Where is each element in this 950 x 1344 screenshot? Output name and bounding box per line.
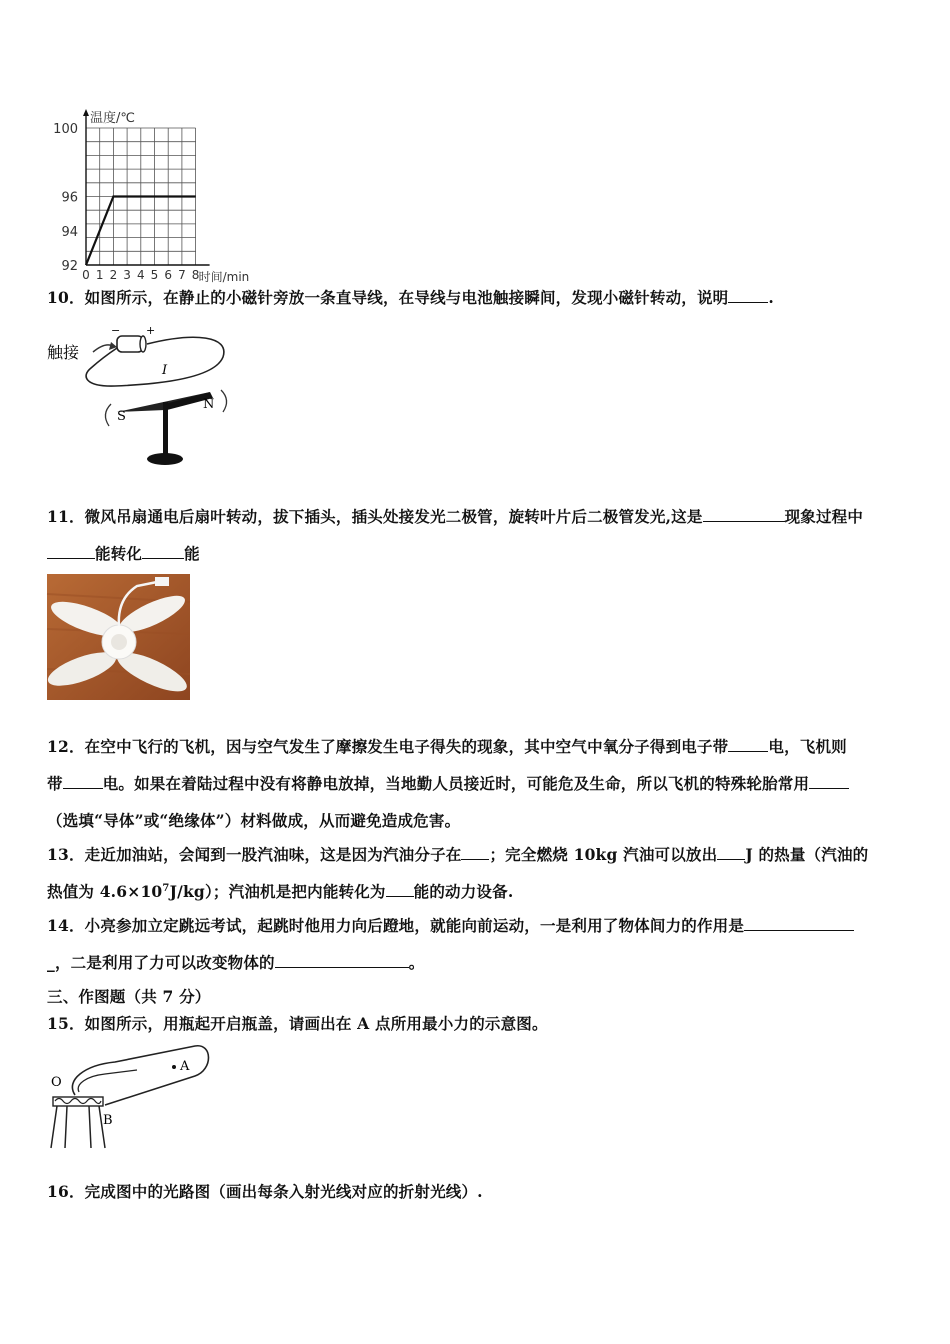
magnet-wire-svg	[45, 322, 245, 467]
point-b-label: B	[103, 1113, 113, 1128]
question-14-text: 14．小亮参加立定跳远考试，起跳时他用力向后蹬地，就能向前运动，一是利用了物体间力的作用是	[47, 916, 745, 935]
question-16-text: 16．完成图中的光路图（画出每条入射光线对应的折射光线）.	[47, 1182, 483, 1201]
x-tick-label: 8	[191, 268, 200, 282]
question-16	[47, 1180, 483, 1202]
question-11-blank-2[interactable]	[47, 544, 95, 559]
y-tick-label: 96	[61, 190, 78, 206]
y-tick-label: 94	[61, 224, 78, 240]
question-13-line-2	[47, 880, 513, 902]
question-13-line1-end: J 的热量（汽油的	[745, 845, 869, 864]
question-14-line2-mid: ，二是利用了力可以改变物体的	[54, 953, 275, 972]
south-label: S	[117, 409, 126, 424]
question-14-line-2	[47, 951, 424, 973]
temperature-chart-svg	[50, 100, 280, 284]
question-13-line2-end: 能的动力设备.	[413, 882, 514, 901]
question-12-text: 12．在空中飞行的飞机，因与空气发生了摩擦发生电子得失的现象，其中空气中氧分子得到电子带	[47, 737, 729, 756]
question-10-blank[interactable]	[728, 288, 768, 303]
fan-plug	[155, 577, 169, 586]
question-11-end: 能	[184, 544, 200, 563]
question-13-superscript: 7	[162, 882, 170, 894]
question-10	[47, 286, 774, 308]
question-10-text: 10．如图所示，在静止的小磁针旁放一条直导线，在导线与电池触接瞬间，发现小磁针转动，说明	[47, 288, 729, 307]
rotate-arrow-left-icon	[105, 404, 111, 426]
chart-grid	[83, 109, 210, 265]
question-12-blank-1[interactable]	[728, 737, 768, 752]
ceiling-fan-photo	[47, 574, 190, 700]
x-tick-label: 7	[178, 268, 186, 282]
question-15	[47, 1012, 548, 1034]
x-tick-label: 5	[150, 268, 159, 282]
y-axis-label: 温度/℃	[90, 111, 135, 126]
x-tick-label: 6	[164, 268, 173, 282]
question-10-end: .	[768, 288, 774, 307]
north-label: N	[203, 397, 215, 412]
y-tick-label: 92	[61, 259, 78, 274]
question-13-blank-1[interactable]	[461, 845, 489, 860]
ceiling-fan-image	[47, 574, 190, 700]
question-11-line-1	[47, 505, 863, 527]
question-12-line-1	[47, 735, 847, 757]
question-13-blank-3[interactable]	[386, 882, 414, 897]
section-3-title-text: 三、作图题（共 7 分）	[47, 987, 211, 1006]
temperature-chart	[50, 100, 280, 284]
question-12-line3: （选填“导体”或“绝缘体”）材料做成，从而避免造成危害。	[47, 811, 461, 830]
bottle-neck	[51, 1106, 105, 1148]
question-11-blank-3[interactable]	[142, 544, 184, 559]
x-tick-label: 1	[95, 268, 104, 282]
x-tick-label: 3	[123, 268, 131, 282]
point-a-dot	[172, 1065, 176, 1069]
opener-inner	[78, 1070, 137, 1092]
question-11-mid: 能转化	[95, 544, 143, 563]
x-tick-label: 0	[82, 268, 90, 282]
question-15-text: 15．如图所示，用瓶起开启瓶盖，请画出在 A 点所用最小力的示意图。	[47, 1014, 548, 1033]
bottle-opener-figure	[45, 1040, 225, 1155]
y-axis-arrow-icon	[83, 109, 89, 116]
battery-icon	[117, 336, 143, 352]
question-13-text: 13．走近加油站，会闻到一股汽油味，这是因为汽油分子在	[47, 845, 462, 864]
x-tick-label: 2	[109, 268, 118, 282]
question-14-line2-end: 。	[408, 953, 425, 972]
battery-terminal-icon	[140, 336, 146, 352]
current-label: I	[162, 363, 168, 378]
question-13-line-1	[47, 843, 868, 865]
question-12-line-3	[47, 809, 460, 831]
question-14-blank-1[interactable]	[744, 916, 854, 931]
touch-label: 触接	[47, 343, 80, 362]
question-13-line2-mid: J/kg）；汽油机是把内能转化为	[169, 882, 386, 901]
question-14-line-1	[47, 914, 854, 936]
point-o-label: O	[51, 1075, 62, 1090]
point-a-label: A	[180, 1059, 190, 1074]
question-14-blank-2[interactable]	[275, 953, 409, 968]
question-12-line1-mid: 电，飞机则	[768, 737, 847, 756]
x-tick-label: 4	[136, 268, 145, 282]
question-12-blank-3[interactable]	[809, 774, 849, 789]
needle-stand-base	[147, 453, 183, 465]
question-11-blank-1[interactable]	[703, 507, 785, 522]
question-12-blank-2[interactable]	[63, 774, 103, 789]
question-14-line2-start: _	[47, 953, 55, 972]
section-3-title	[47, 985, 210, 1007]
magnet-wire-figure	[45, 322, 245, 467]
battery-plus-label: +	[146, 324, 156, 337]
y-tick-label: 100	[53, 122, 78, 137]
question-12-line2-mid: 电。如果在着陆过程中没有将静电放掉，当地勤人员接近时，可能危及生命，所以飞机的特殊轮胎常用	[102, 774, 810, 793]
question-11-text: 11．微风吊扇通电后扇叶转动，拔下插头，插头处接发光二极管，旋转叶片后二极管发光,这是	[47, 507, 703, 526]
battery-minus-label: −	[111, 324, 121, 337]
question-13-line2-start: 热值为 4.6×10	[47, 882, 163, 901]
x-axis-label: 时间/min	[198, 270, 250, 284]
bottle-opener-svg	[45, 1040, 225, 1155]
question-11-line-2	[47, 542, 200, 564]
needle-stand	[163, 402, 168, 457]
question-12-line-2	[47, 772, 849, 794]
question-12-line2-start: 带	[47, 774, 63, 793]
question-13-blank-2[interactable]	[717, 845, 745, 860]
fan-hub-center	[111, 634, 127, 650]
rotate-arrow-right-icon	[221, 390, 227, 412]
question-11-line1-end: 现象过程中	[784, 507, 864, 526]
opener-handle	[72, 1046, 208, 1105]
question-13-line1-mid: ；完全燃烧 10kg 汽油可以放出	[489, 845, 718, 864]
